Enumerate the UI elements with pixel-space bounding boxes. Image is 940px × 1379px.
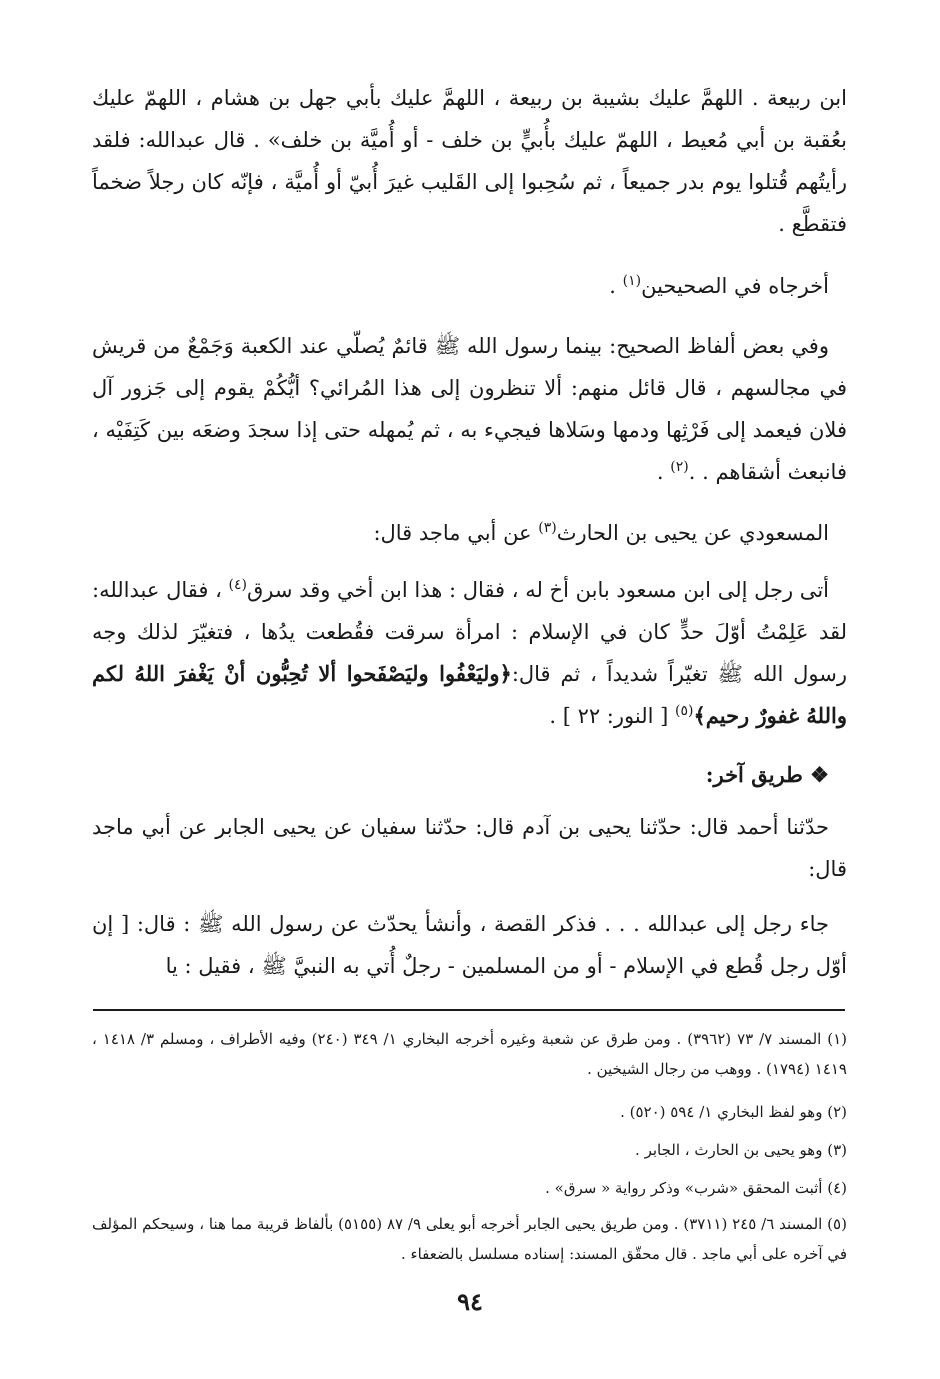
paragraph-2-text: أخرجاه في الصحيحين: [641, 274, 829, 298]
section-heading: [92, 754, 847, 796]
paragraph-4: المسعودي عن يحيى بن الحارث$^{(٣)}$ عن أبي ماجد قال:: [373, 520, 829, 545]
footnote-4: (٤) أثبت المحقق «شرب» وذكر رواية « سرق» .: [545, 1179, 847, 1197]
footnote-ref-5: (٥): [674, 703, 694, 719]
footnote-ref-3: (٣): [538, 520, 557, 536]
paragraph-7-text: جاء رجل إلى عبدالله . . . فذكر القصة ، وأنشأ يحدّث عن رسول الله ﷺ : قال: [ إن أوّل رجل قُطع في الإسلام - أو من المسلمين - رجلٌ أُتي به النبيَّ ﷺ ، فقيل : يا: [92, 912, 847, 978]
footnote-2: (٢) وهو لفظ البخاري ١/ ٥٩٤ (٥٢٠) .: [620, 1103, 847, 1121]
paragraph-5-text: أتى رجل إلى ابن مسعود بابن أخ له ، فقال : هذا ابن أخي وقد سرق: [247, 578, 829, 602]
paragraph-6: [92, 806, 847, 890]
paragraph-2: أخرجاه في الصحيحين$^{(١)}$ .: [609, 273, 829, 298]
paragraph-3-text: وفي بعض ألفاظ الصحيح: بينما رسول الله ﷺ قائمٌ يُصلّي عند الكعبة وَجَمْعٌ من قريش في مجالسهم ، قال قائل منهم: ألا تنظرون إلى هذا المُرائي؟ أيُّكُمْ يقوم إلى جَزور آل فلان فيعمد إلى فَرْثِها ودمها وسَلاها فيجيء به ، ثم يُمهله حتى إذا سجدَ وضعَه بين كَتِفَيْه ، فانبعث أشقاهم . .: [92, 334, 847, 484]
footnote-5: (٥) المسند ٦/ ٢٤٥ (٣٧١١) . ومن طريق يحيى الجابر أخرجه أبو يعلى ٩/ ٨٧ (٥١٥٥) بألفاظ قريبة مما هنا ، وسيحكم المؤلف في آخره على أبي ماجد . قال محقّق المسند: إسناده مسلسل بالضعفاء .: [92, 1215, 847, 1263]
quran-verse: ﴿وليَعْفُوا وليَصْفَحوا ألا تُحِبُّون أنْ يَغْفرَ اللهُ لكم واللهُ غفورٌ رحيم﴾: [92, 661, 847, 728]
paragraph-1: [92, 77, 847, 245]
footnote-ref-4: (٤): [228, 577, 248, 593]
footnote-divider: [93, 1009, 845, 1011]
footnote-1: (١) المسند ٧/ ٧٣ (٣٩٦٢) . ومن طرق عن شعبة وغيره أخرجه البخاري ١/ ٣٤٩ (٢٤٠) وفيه الأطراف ، ومسلم ٣/ ١٤١٨ ، ١٤١٩ (١٧٩٤) . ووهب من رجال الشيخين .: [92, 1030, 848, 1078]
footnote-ref-2: (٢): [670, 459, 689, 475]
page-number: ٩٤: [457, 1287, 483, 1316]
footnote-3: (٣) وهو يحيى بن الحارث ، الجابر .: [635, 1141, 847, 1159]
paragraph-4-text: المسعودي عن يحيى بن الحارث: [556, 521, 829, 545]
paragraph-3: وفي بعض ألفاظ الصحيح: بينما رسول الله ﷺ قائمٌ يُصلّي عند الكعبة وَجَمْعٌ من قريش في مجالسهم ، قال قائل منهم: ألا تنظرون إلى هذا المُرائي؟ أيُّكُمْ يقوم إلى جَزور آل فلان فيعمد إلى فَرْثِها ودمها وسَلاها فيجيء به ، ثم يُمهله حتى إذا سجدَ وضعَه بين كَتِفَيْه ، فانبعث أشقاهم . .$^{(٢)}$ .: [92, 334, 847, 484]
paragraph-6-text: حدّثنا أحمد قال: حدّثنا يحيى بن آدم قال: حدّثنا سفيان عن يحيى الجابر عن أبي ماجد قال:: [92, 815, 847, 881]
paragraph-1-text: ابن ربيعة . اللهمَّ عليك بشيبة بن ربيعة ، اللهمَّ عليك بأبي جهل بن هشام ، اللهمّ عليك بعُقبة بن أبي مُعيط ، اللهمّ عليك بأُبيٍّ بن خلف - أو أُميَّة بن خلف» . قال عبدالله: فلقد رأيتُهم قُتلوا يوم بدر جميعاً ، ثم سُحِبوا إلى القَليب غيرَ أُبيّ أو أُميَّة ، فإنّه كان رجلاً ضخماً فتقطَّع .: [92, 86, 847, 236]
paragraph-7: [92, 903, 847, 987]
verse-citation: [ النور: ٢٢ ] .: [549, 704, 675, 728]
paragraph-5: أتى رجل إلى ابن مسعود بابن أخ له ، فقال : هذا ابن أخي وقد سرق$^{(٤)}$ ، فقال عبدالله: لقد عَلِمْتُ أوّلَ حدٍّ كان في الإسلام : امرأة سرقت فقُطعت يدُها ، فتغيّرَ لذلك وجه رسول الله ﷺ تغيّراً شديداً ، ثم قال:﴿وليَعْفُوا وليَصْفَحوا ألا تُحِبُّون أنْ يَغْفرَ اللهُ لكم واللهُ غفورٌ رحيم﴾$^{(٥)}$ [ النور: ٢٢ ] .: [92, 577, 848, 728]
section-heading-text: ❖ طريق آخر:: [705, 762, 829, 787]
footnote-ref-1: (١): [622, 273, 642, 289]
